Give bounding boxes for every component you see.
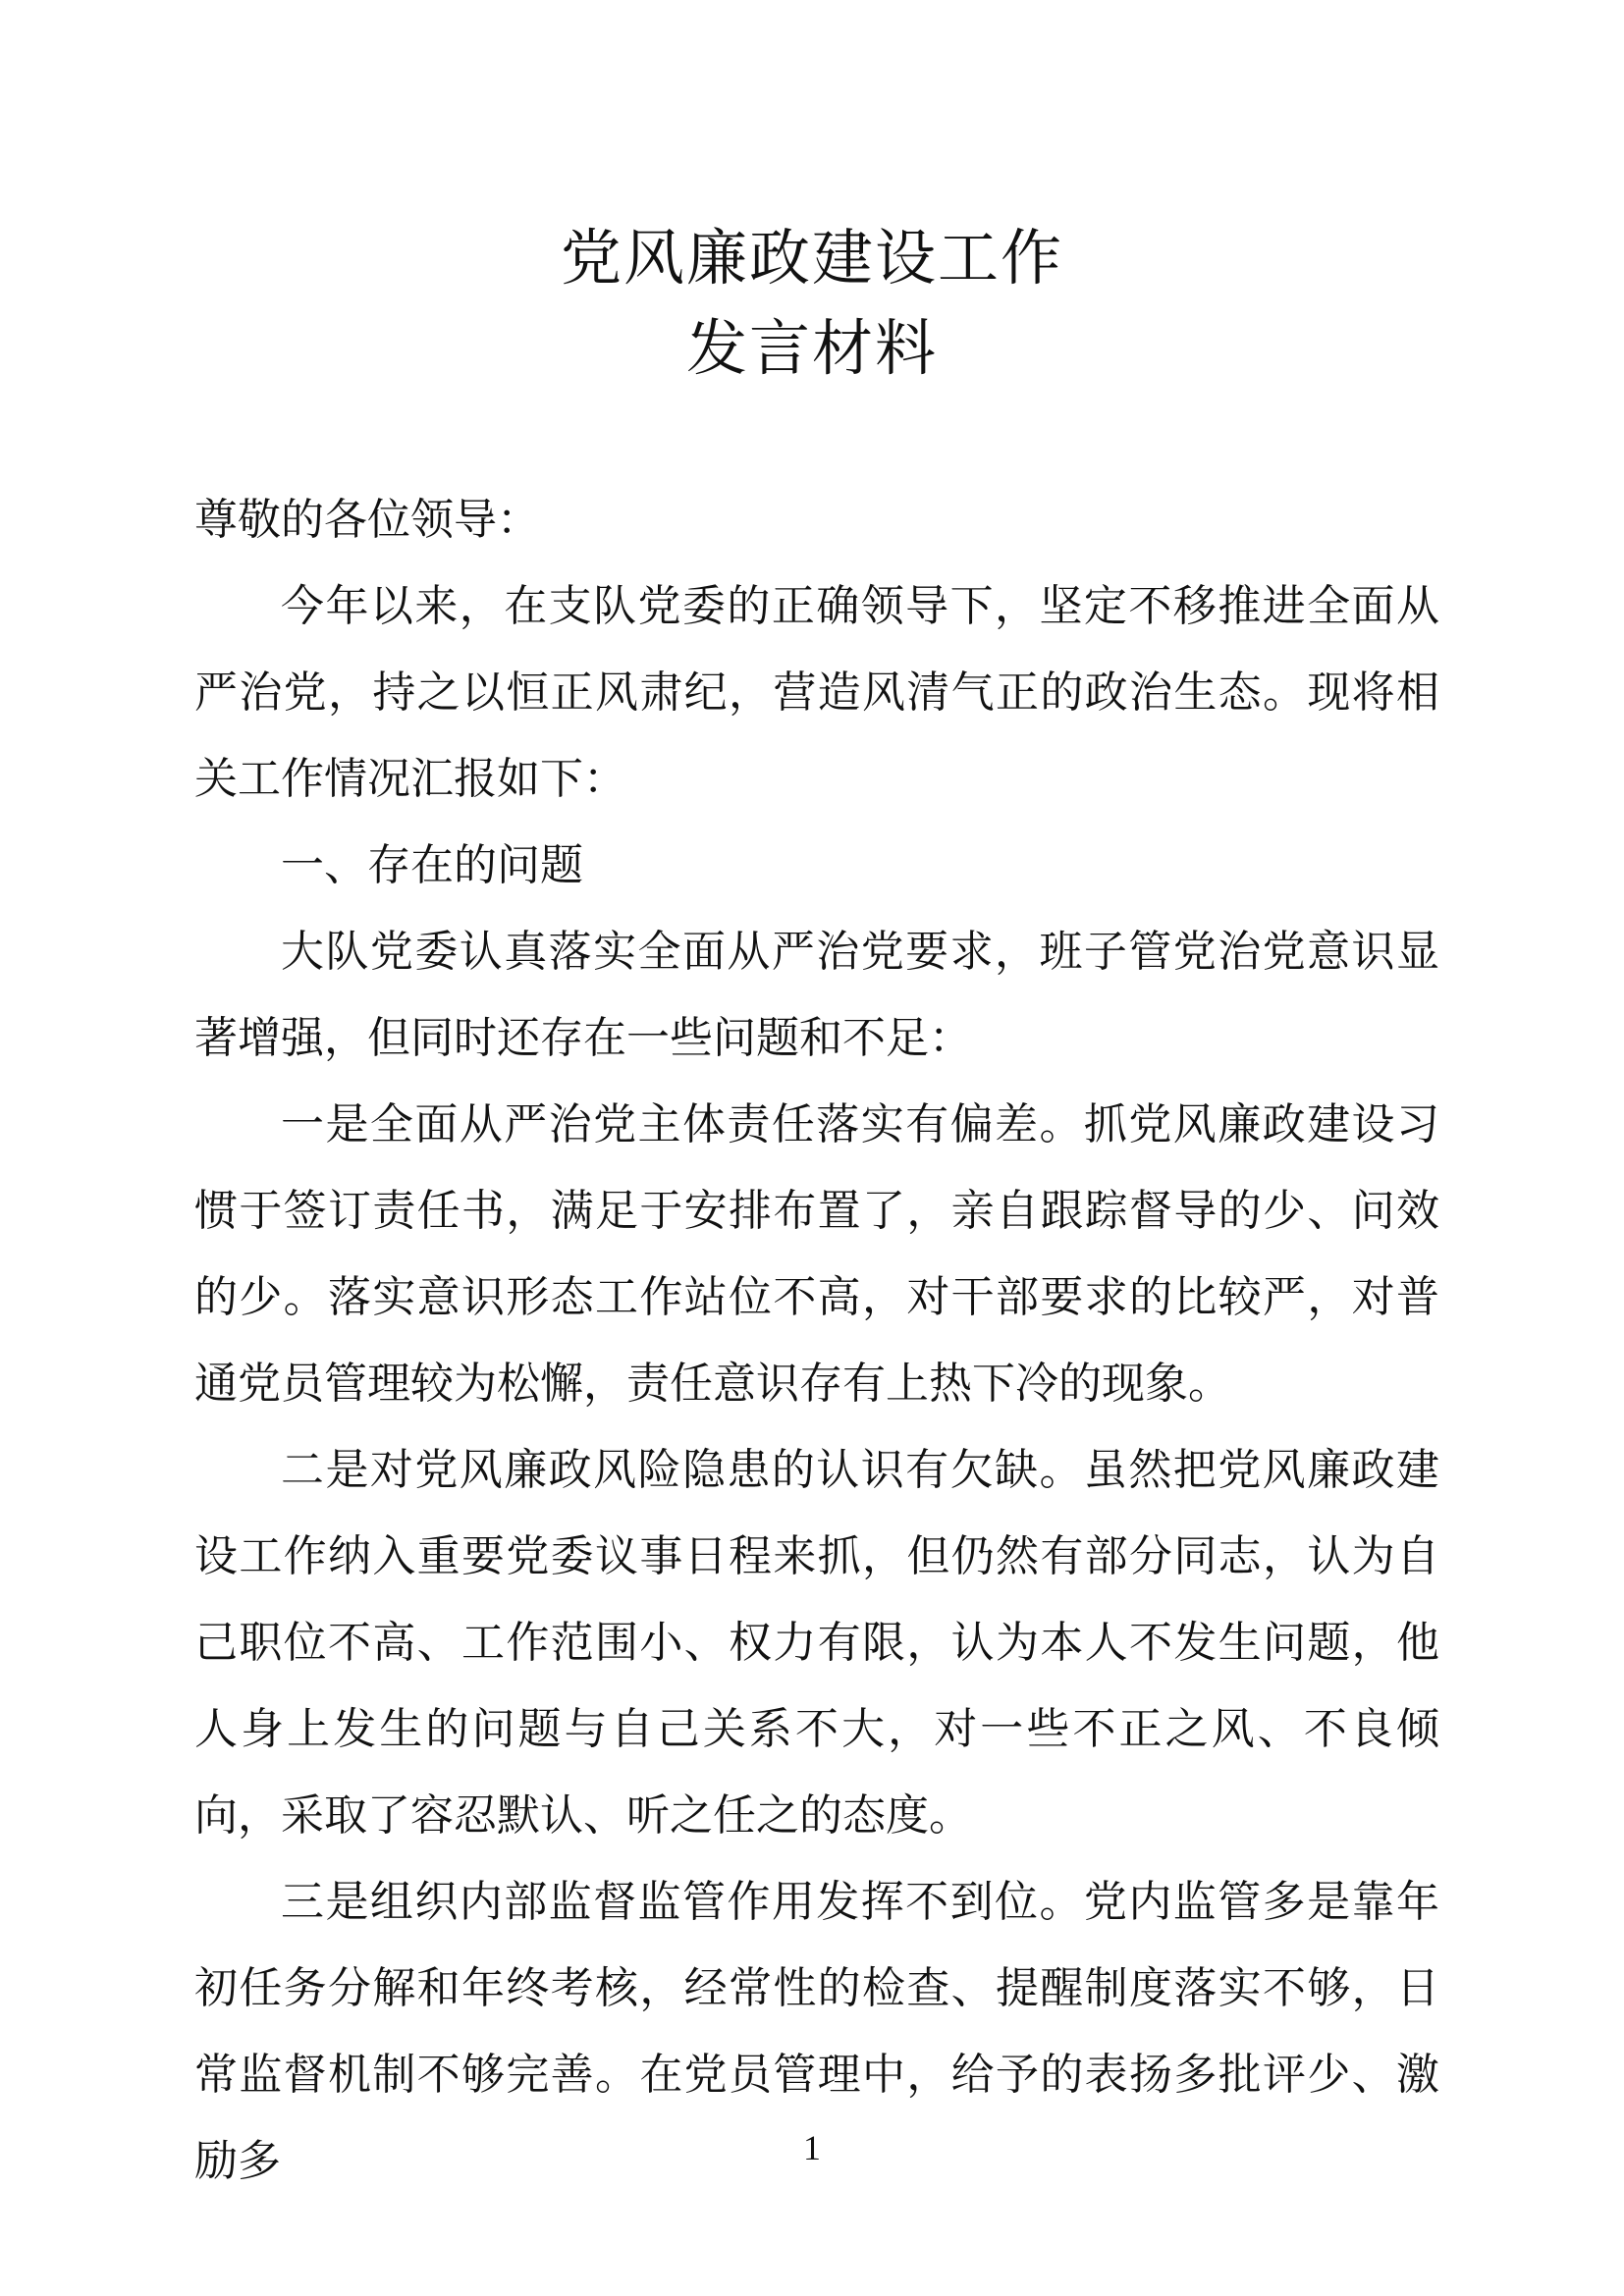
- paragraph-intro: 今年以来，在支队党委的正确领导下，坚定不移推进全面从严治党，持之以恒正风肃纪，营造风清气正的政治生态。现将相关工作情况汇报如下：: [194, 581, 1439, 804]
- salutation: 尊敬的各位领导：: [194, 495, 540, 545]
- paragraph-overview: 大队党委认真落实全面从严治党要求，班子管党治党意识显著增强，但同时还存在一些问题和不足：: [194, 927, 1439, 1063]
- paragraph-issue-3: 三是组织内部监督监管作用发挥不到位。党内监管多是靠年初任务分解和年终考核，经常性的检查、提醒制度落实不够，日常监督机制不够完善。在党员管理中，给予的表扬多批评少、激励多: [194, 1877, 1439, 2186]
- paragraph-issue-2: 二是对党风廉政风险隐患的认识有欠缺。虽然把党风廉政建设工作纳入重要党委议事日程来抓，但仍然有部分同志，认为自己职位不高、工作范围小、权力有限，认为本人不发生问题，他人身上发生的问题与自己关系不大，对一些不正之风、不良倾向，采取了容忍默认、听之任之的态度。: [194, 1445, 1439, 1841]
- document-title-line-1: 党风廉政建设工作: [560, 222, 1063, 294]
- page-number: 1: [803, 2128, 821, 2167]
- paragraph-issue-1: 一是全面从严治党主体责任落实有偏差。抓党风廉政建设习惯于签订责任书，满足于安排布置了，亲自跟踪督导的少、问效的少。落实意识形态工作站位不高，对干部要求的比较严，对普通党员管理较为松懈，责任意识存有上热下冷的现象。: [194, 1099, 1439, 1409]
- document-body: [194, 477, 1439, 2205]
- document-title-line-2: 发言材料: [685, 312, 938, 384]
- section-heading: 一、存在的问题: [281, 840, 583, 890]
